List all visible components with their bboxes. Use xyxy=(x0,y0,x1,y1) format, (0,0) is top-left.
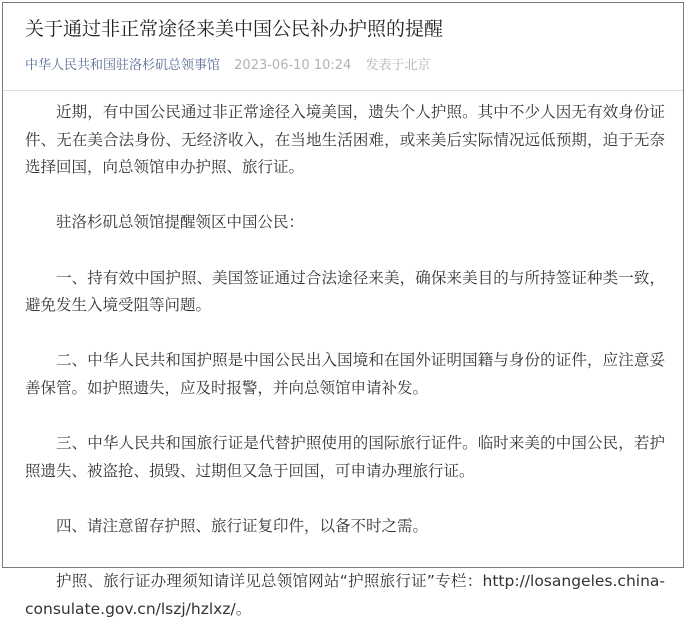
publish-date: 2023-06-10 10:24 xyxy=(234,58,352,73)
paragraph-spacer xyxy=(25,320,665,348)
article-title: 关于通过非正常途径来美中国公民补办护照的提醒 xyxy=(25,18,444,40)
paragraph-website-info[interactable]: 护照、旅行证办理须知请详见总领馆网站“护照旅行证”专栏：http://losangeles.china-consulate.gov.cn/lszj/hzlxz/。 xyxy=(25,572,665,618)
paragraph-item-2: 二、中华人民共和国护照是中国公民出入国境和在国外证明国籍与身份的证件，应注意妥善保管。如护照遗失，应及时报警，并向总领馆申请补发。 xyxy=(25,351,665,397)
paragraph-spacer xyxy=(25,237,665,265)
header-divider xyxy=(3,90,683,91)
paragraph-item-4: 四、请注意留存护照、旅行证复印件，以备不时之需。 xyxy=(56,516,429,535)
paragraph-spacer xyxy=(25,403,665,431)
publisher-link[interactable]: 中华人民共和国驻洛杉矶总领事馆 xyxy=(25,58,221,73)
paragraph-spacer xyxy=(25,541,665,569)
paragraph-reminder-lead: 驻洛杉矶总领馆提醒领区中国公民： xyxy=(56,213,305,232)
paragraph-item-3: 三、中华人民共和国旅行证是代替护照使用的国际旅行证件。临时来美的中国公民，若护照遗失、被盗抢、损毁、过期但又急于回国，可申请办理旅行证。 xyxy=(25,434,665,480)
publish-location: 发表于北京 xyxy=(365,58,431,73)
article-body xyxy=(25,99,665,623)
paragraph-spacer xyxy=(25,485,665,513)
paragraph-spacer xyxy=(25,182,665,210)
article-meta xyxy=(25,56,430,76)
paragraph-item-1: 一、持有效中国护照、美国签证通过合法途径来美，确保来美目的与所持签证种类一致，避免发生入境受阻等问题。 xyxy=(25,268,665,315)
paragraph-intro: 近期，有中国公民通过非正常途径入境美国，遗失个人护照。其中不少人因无有效身份证件、无在美合法身份、无经济收入，在当地生活困难，或来美后实际情况远低预期，迫于无奈选择回国，向总领馆申办护照、旅行证。 xyxy=(25,103,665,177)
article-card xyxy=(2,2,684,618)
